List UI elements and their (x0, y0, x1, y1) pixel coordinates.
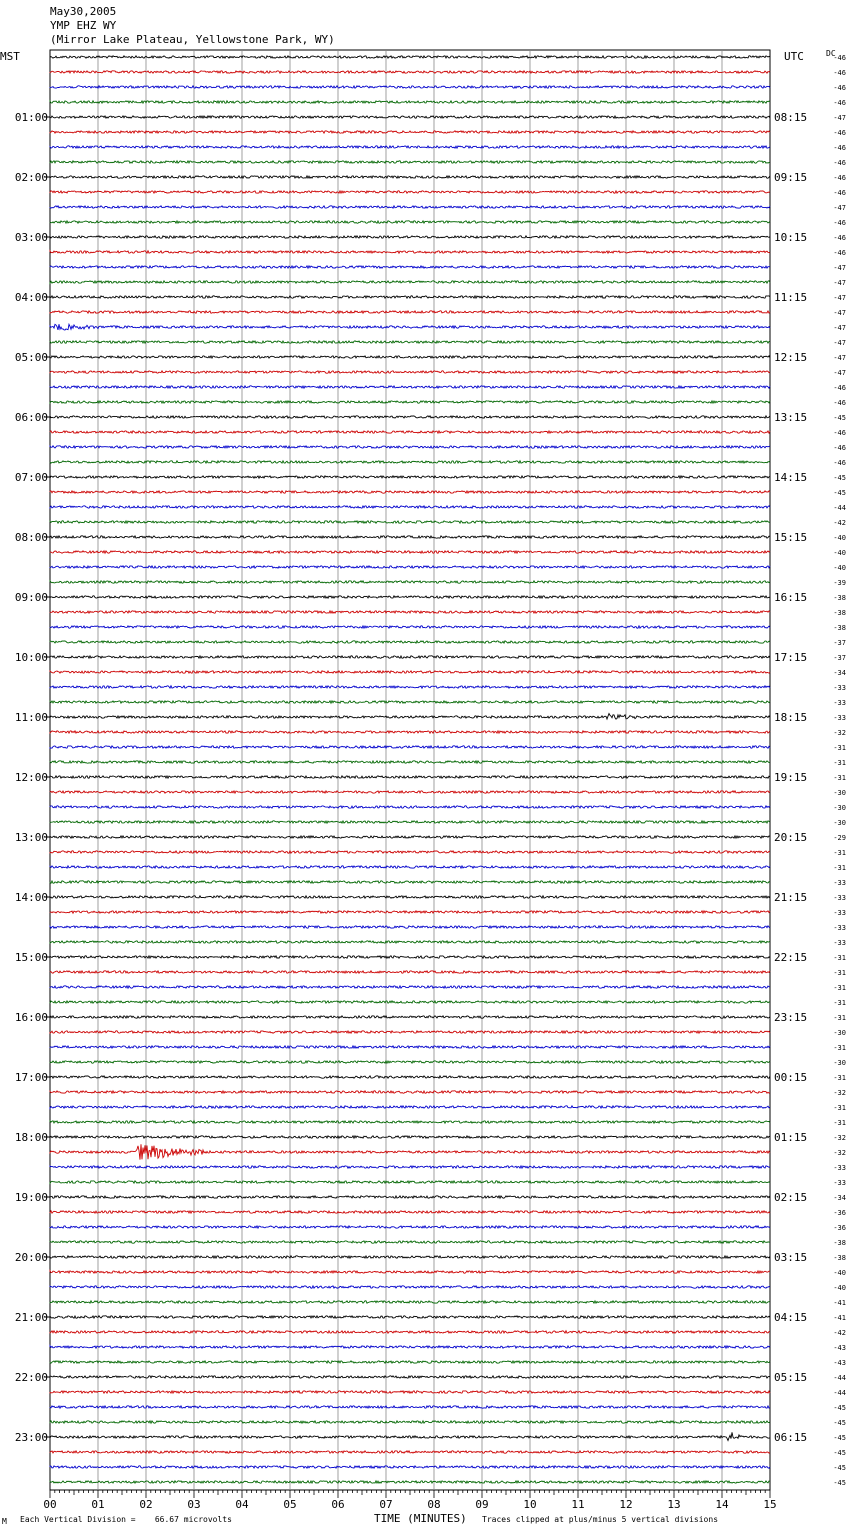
trace-line (50, 236, 770, 238)
trace-line (50, 371, 770, 373)
dc-offset-label: -31 (833, 1014, 846, 1022)
x-tick-label: 08 (427, 1498, 441, 1511)
dc-offset-label: -45 (833, 1419, 846, 1427)
dc-offset-label: -31 (833, 849, 846, 857)
trace-line (50, 56, 770, 58)
trace-line (50, 1451, 770, 1453)
dc-offset-label: -45 (833, 1479, 846, 1487)
trace-line (50, 731, 770, 733)
dc-offset-label: -47 (833, 354, 846, 362)
trace-line (50, 701, 770, 703)
scale-note: Each Vertical Division = 66.67 microvolts (20, 1515, 232, 1524)
dc-offset-label: -45 (833, 414, 846, 422)
mst-hour-label: 07:00 (14, 471, 48, 484)
trace-line (50, 356, 770, 358)
time-axis (43, 1490, 776, 1511)
trace-line (50, 1346, 770, 1348)
dc-offset-label: -44 (833, 1374, 846, 1382)
dc-offset-label: -45 (833, 489, 846, 497)
mst-hour-label: 03:00 (14, 231, 48, 244)
trace-line (50, 1076, 770, 1078)
dc-offset-label: -30 (833, 819, 846, 827)
dc-offset-label: -31 (833, 954, 846, 962)
dc-offset-label: -46 (833, 384, 846, 392)
dc-offset-label: -46 (833, 249, 846, 257)
trace-line (50, 536, 770, 538)
utc-hour-label: 17:15 (774, 651, 808, 664)
trace-line (50, 761, 770, 763)
utc-hour-label: 02:15 (774, 1191, 808, 1204)
mst-hour-label: 02:00 (14, 171, 48, 184)
trace-line (50, 1166, 770, 1168)
dc-offset-label: -31 (833, 1074, 846, 1082)
dc-offset-label: -32 (833, 729, 846, 737)
trace-line (50, 671, 770, 673)
dc-offset-label: -47 (833, 309, 846, 317)
dc-offset-label: -33 (833, 909, 846, 917)
dc-offset-label: -37 (833, 654, 846, 662)
dc-offset-label: -46 (833, 219, 846, 227)
dc-offset-label: -33 (833, 1179, 846, 1187)
dc-offset-label: -38 (833, 594, 846, 602)
trace-line (50, 851, 770, 853)
utc-hour-label: 03:15 (774, 1251, 808, 1264)
dc-offset-label: -32 (833, 1089, 846, 1097)
trace-line (50, 1391, 770, 1393)
x-tick-label: 14 (715, 1498, 729, 1511)
mst-hour-label: 09:00 (14, 591, 48, 604)
trace-line (50, 281, 770, 283)
trace-line (50, 1421, 770, 1423)
mst-hour-label: 06:00 (14, 411, 48, 424)
trace-line (50, 1406, 770, 1408)
trace-line (50, 476, 770, 478)
dc-offset-label: -45 (833, 1449, 846, 1457)
trace-line (50, 431, 770, 433)
dc-offset-label: -40 (833, 1269, 846, 1277)
dc-offset-label: -32 (833, 1134, 846, 1142)
plot-date: May30,2005 (50, 5, 117, 18)
trace-line (50, 581, 770, 583)
dc-offset-label: -46 (833, 399, 846, 407)
trace-line (50, 1226, 770, 1228)
dc-offset-label: -46 (833, 144, 846, 152)
dc-offset-label: -33 (833, 714, 846, 722)
trace-line (50, 1144, 770, 1159)
corner-mark: M (2, 1517, 7, 1526)
dc-offset-label: -30 (833, 1029, 846, 1037)
mst-hour-label: 10:00 (14, 651, 48, 664)
dc-offset-label: -34 (833, 669, 846, 677)
trace-line (50, 506, 770, 508)
dc-offset-label: -44 (833, 1389, 846, 1397)
x-tick-label: 05 (283, 1498, 297, 1511)
trace-line (50, 251, 770, 253)
x-tick-label: 15 (763, 1498, 777, 1511)
x-tick-label: 04 (235, 1498, 249, 1511)
dc-offset-label: -30 (833, 1059, 846, 1067)
dc-offset-label: -45 (833, 1434, 846, 1442)
plot-frame (50, 50, 770, 1490)
station-location: (Mirror Lake Plateau, Yellowstone Park, WY) (50, 33, 335, 46)
mst-hour-label: 15:00 (14, 951, 48, 964)
trace-line (50, 116, 770, 118)
trace-line (50, 206, 770, 208)
x-tick-label: 03 (187, 1498, 201, 1511)
trace-line (50, 821, 770, 823)
clip-note: Traces clipped at plus/minus 5 vertical divisions (482, 1515, 719, 1524)
dc-offset-label: -33 (833, 699, 846, 707)
dc-offset-label: -40 (833, 534, 846, 542)
trace-line (50, 1196, 770, 1198)
utc-hour-label: 10:15 (774, 231, 808, 244)
trace-line (50, 1271, 770, 1273)
mst-hour-label: 17:00 (14, 1071, 48, 1084)
mst-hour-label: 01:00 (14, 111, 48, 124)
dc-offset-label: -46 (833, 174, 846, 182)
dc-offset-label: -33 (833, 684, 846, 692)
x-axis-label: TIME (MINUTES) (374, 1512, 467, 1525)
utc-hour-label: 08:15 (774, 111, 808, 124)
mst-hour-label: 23:00 (14, 1431, 48, 1444)
trace-line (50, 1211, 770, 1213)
dc-offset-label: -46 (833, 99, 846, 107)
mst-hour-label: 19:00 (14, 1191, 48, 1204)
dc-offset-label: -33 (833, 1164, 846, 1172)
utc-hour-label: 21:15 (774, 891, 808, 904)
trace-line (50, 926, 770, 928)
x-tick-label: 06 (331, 1498, 345, 1511)
trace-line (50, 101, 770, 103)
dc-offset-label: -46 (833, 459, 846, 467)
mst-hour-label: 12:00 (14, 771, 48, 784)
trace-line (50, 176, 770, 178)
x-tick-label: 09 (475, 1498, 489, 1511)
trace-line (50, 161, 770, 163)
mst-hour-label: 11:00 (14, 711, 48, 724)
trace-line (50, 1181, 770, 1183)
dc-offset-label: -47 (833, 339, 846, 347)
dc-offset-label: -34 (833, 1194, 846, 1202)
mst-hour-label: 08:00 (14, 531, 48, 544)
dc-offset-label: -41 (833, 1299, 846, 1307)
x-tick-label: 10 (523, 1498, 537, 1511)
dc-offset-label: -47 (833, 264, 846, 272)
dc-offset-label: -39 (833, 579, 846, 587)
dc-offset-label: -45 (833, 1404, 846, 1412)
trace-line (50, 611, 770, 613)
trace-line (50, 1046, 770, 1048)
x-tick-label: 00 (43, 1498, 57, 1511)
mst-hour-label: 13:00 (14, 831, 48, 844)
trace-line (50, 881, 770, 883)
station-code: YMP EHZ WY (50, 19, 117, 32)
dc-offset-label: -40 (833, 1284, 846, 1292)
dc-offset-label: -30 (833, 804, 846, 812)
trace-line (50, 641, 770, 643)
dc-offset-label: -31 (833, 1119, 846, 1127)
trace-line (50, 866, 770, 868)
trace-line (50, 1016, 770, 1018)
dc-offset-label: -31 (833, 969, 846, 977)
utc-hour-label: 01:15 (774, 1131, 808, 1144)
trace-line (50, 896, 770, 898)
dc-offset-label: -42 (833, 519, 846, 527)
dc-offset-label: -46 (833, 129, 846, 137)
dc-offset-label: -47 (833, 114, 846, 122)
dc-offset-label: -37 (833, 639, 846, 647)
x-tick-label: 01 (91, 1498, 105, 1511)
dc-offset-label: -47 (833, 369, 846, 377)
utc-hour-label: 18:15 (774, 711, 808, 724)
dc-offset-label: -36 (833, 1209, 846, 1217)
trace-line (50, 1256, 770, 1258)
trace-line (50, 566, 770, 568)
trace-line (50, 836, 770, 838)
trace-line (50, 776, 770, 778)
utc-hour-label: 09:15 (774, 171, 808, 184)
dc-offset-label: -46 (833, 234, 846, 242)
utc-hour-label: 05:15 (774, 1371, 808, 1384)
dc-offset-label: -42 (833, 1329, 846, 1337)
x-tick-label: 02 (139, 1498, 153, 1511)
mst-hour-label: 22:00 (14, 1371, 48, 1384)
trace-line (50, 551, 770, 553)
trace-line (50, 911, 770, 913)
trace-line (50, 1031, 770, 1033)
utc-hour-label: 11:15 (774, 291, 808, 304)
dc-offset-label: -44 (833, 504, 846, 512)
trace-line (50, 746, 770, 748)
trace-line (50, 386, 770, 388)
x-tick-label: 12 (619, 1498, 633, 1511)
dc-offset-label: -31 (833, 774, 846, 782)
trace-line (50, 986, 770, 988)
dc-offset-label: -46 (833, 84, 846, 92)
trace-line (50, 1466, 770, 1468)
x-tick-label: 11 (571, 1498, 585, 1511)
dc-offset-label: -31 (833, 1104, 846, 1112)
utc-hour-label: 23:15 (774, 1011, 808, 1024)
dc-offset-label: -31 (833, 1044, 846, 1052)
dc-offset-label: -33 (833, 924, 846, 932)
trace-line (50, 971, 770, 973)
trace-line (50, 266, 770, 268)
trace-line (50, 941, 770, 943)
dc-offset-label: -31 (833, 999, 846, 1007)
utc-hour-label: 15:15 (774, 531, 808, 544)
trace-line (50, 416, 770, 418)
dc-column-title: DC (826, 49, 836, 58)
dc-offset-label: -31 (833, 744, 846, 752)
dc-offset-label: -29 (833, 834, 846, 842)
trace-line (50, 1481, 770, 1483)
dc-offset-label: -41 (833, 1314, 846, 1322)
left-axis-title: MST (0, 50, 20, 63)
trace-line (50, 806, 770, 808)
dc-offset-label: -46 (833, 159, 846, 167)
trace-line (50, 656, 770, 658)
dc-offset-label: -45 (833, 1464, 846, 1472)
trace-line (50, 461, 770, 463)
trace-line (50, 221, 770, 223)
dc-offset-label: -38 (833, 1254, 846, 1262)
dc-offset-label: -46 (833, 69, 846, 77)
trace-line (50, 401, 770, 403)
dc-offset-labels (833, 54, 846, 1487)
dc-offset-label: -31 (833, 984, 846, 992)
utc-hour-label: 13:15 (774, 411, 808, 424)
trace-line (50, 1001, 770, 1003)
trace-line (50, 446, 770, 448)
x-tick-label: 07 (379, 1498, 393, 1511)
dc-offset-label: -30 (833, 789, 846, 797)
trace-line (50, 1091, 770, 1093)
utc-hour-labels (774, 111, 807, 1444)
utc-hour-label: 22:15 (774, 951, 808, 964)
dc-offset-label: -33 (833, 879, 846, 887)
trace-line (50, 791, 770, 793)
utc-hour-label: 16:15 (774, 591, 808, 604)
utc-hour-label: 00:15 (774, 1071, 808, 1084)
dc-offset-label: -38 (833, 1239, 846, 1247)
trace-line (50, 714, 770, 720)
trace-line (50, 1286, 770, 1288)
trace-line (50, 686, 770, 688)
dc-offset-label: -38 (833, 624, 846, 632)
trace-line (50, 1136, 770, 1138)
trace-line (50, 956, 770, 958)
mst-hour-label: 20:00 (14, 1251, 48, 1264)
dc-offset-label: -40 (833, 549, 846, 557)
mst-hour-label: 04:00 (14, 291, 48, 304)
trace-line (50, 1316, 770, 1318)
trace-line (50, 1241, 770, 1243)
dc-offset-label: -40 (833, 564, 846, 572)
dc-offset-label: -47 (833, 279, 846, 287)
trace-line (50, 1361, 770, 1363)
dc-offset-label: -47 (833, 204, 846, 212)
trace-line (50, 324, 770, 330)
trace-line (50, 341, 770, 343)
trace-line (50, 146, 770, 148)
dc-offset-label: -45 (833, 474, 846, 482)
dc-offset-label: -32 (833, 1149, 846, 1157)
trace-line (50, 1301, 770, 1303)
trace-line (50, 131, 770, 133)
utc-hour-label: 20:15 (774, 831, 808, 844)
trace-line (50, 191, 770, 193)
dc-offset-label: -46 (833, 189, 846, 197)
trace-line (50, 86, 770, 88)
minute-gridlines (50, 50, 770, 1490)
utc-hour-label: 14:15 (774, 471, 808, 484)
dc-offset-label: -31 (833, 759, 846, 767)
trace-line (50, 626, 770, 628)
mst-hour-labels (15, 111, 50, 1444)
dc-offset-label: -33 (833, 894, 846, 902)
trace-line (50, 1121, 770, 1123)
mst-hour-label: 16:00 (14, 1011, 48, 1024)
trace-line (50, 1376, 770, 1378)
trace-line (50, 1432, 770, 1440)
right-axis-title: UTC (784, 50, 804, 63)
dc-offset-label: -33 (833, 939, 846, 947)
trace-line (50, 596, 770, 598)
dc-offset-label: -47 (833, 324, 846, 332)
utc-hour-label: 12:15 (774, 351, 808, 364)
x-tick-label: 13 (667, 1498, 681, 1511)
mst-hour-label: 18:00 (14, 1131, 48, 1144)
dc-offset-label: -46 (833, 444, 846, 452)
trace-line (50, 1061, 770, 1063)
dc-offset-label: -43 (833, 1359, 846, 1367)
dc-offset-label: -36 (833, 1224, 846, 1232)
trace-line (50, 71, 770, 73)
trace-line (50, 491, 770, 493)
dc-offset-label: -47 (833, 294, 846, 302)
seismic-traces (50, 56, 770, 1483)
trace-line (50, 296, 770, 298)
utc-hour-label: 04:15 (774, 1311, 808, 1324)
utc-hour-label: 19:15 (774, 771, 808, 784)
dc-offset-label: -31 (833, 864, 846, 872)
mst-hour-label: 14:00 (14, 891, 48, 904)
utc-hour-label: 06:15 (774, 1431, 808, 1444)
dc-offset-label: -46 (833, 429, 846, 437)
dc-offset-label: -38 (833, 609, 846, 617)
trace-line (50, 311, 770, 313)
dc-offset-label: -43 (833, 1344, 846, 1352)
trace-line (50, 1106, 770, 1108)
trace-line (50, 521, 770, 523)
mst-hour-label: 21:00 (14, 1311, 48, 1324)
trace-line (50, 1331, 770, 1333)
mst-hour-label: 05:00 (14, 351, 48, 364)
dc-offset-label: -46 (833, 54, 846, 62)
